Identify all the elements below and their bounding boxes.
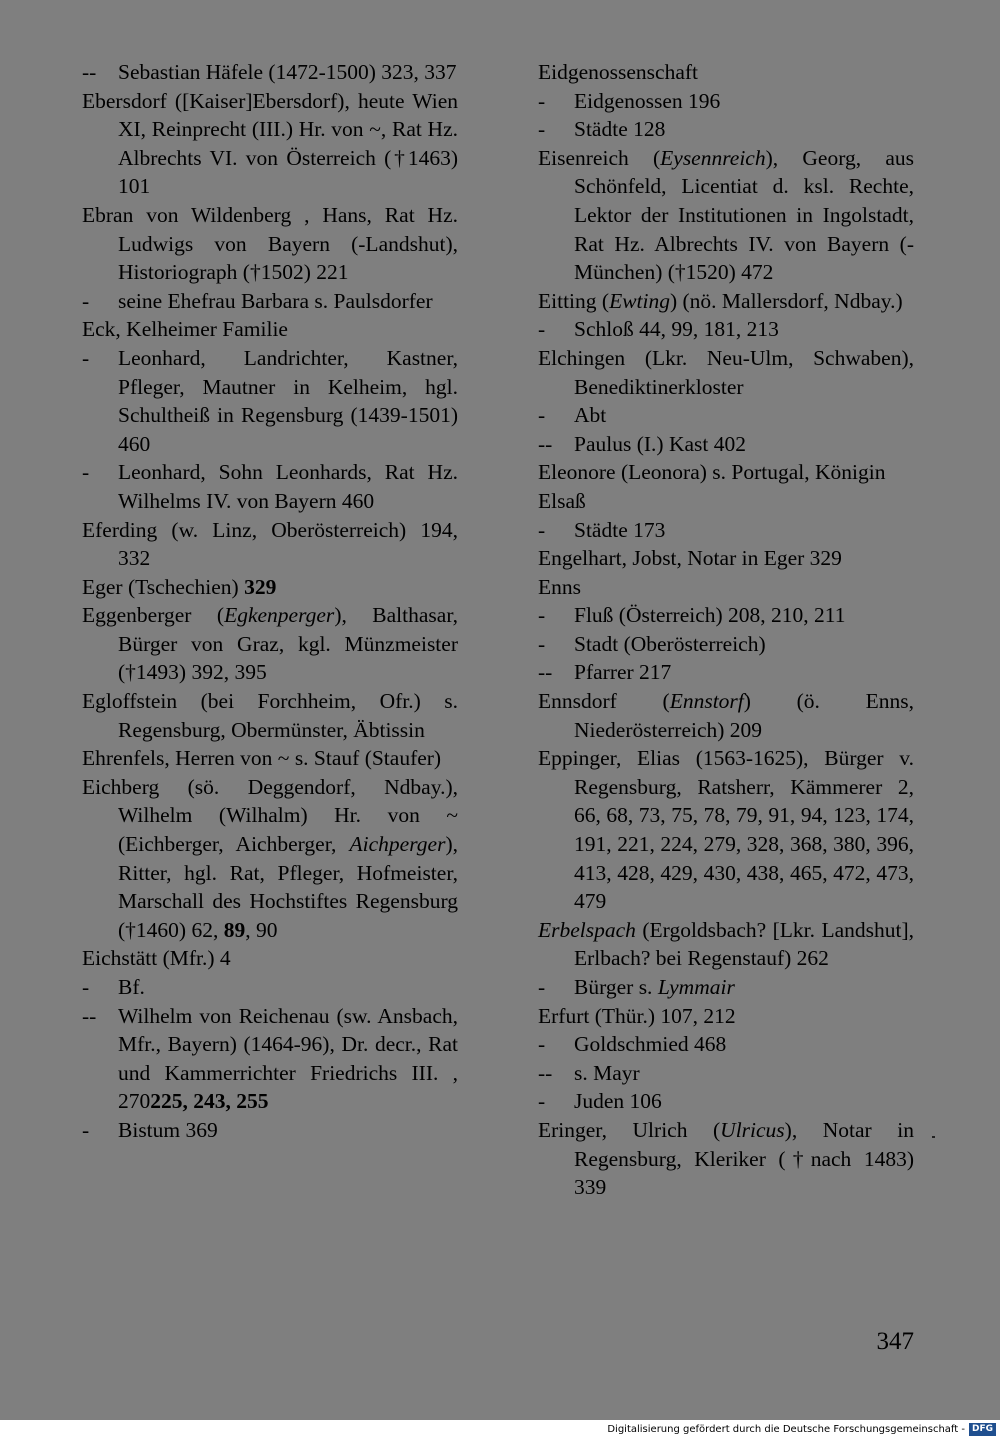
entry-text: Egloffstein (bei Forchheim, Ofr.) s. Regensburg, Obermünster, Äbtissin: [82, 689, 458, 742]
entry-marker: -: [538, 631, 546, 656]
index-subsubentry: [82, 58, 458, 87]
entry-text: ), Ritter, hgl. Rat, Pfleger, Hofmeister, Marschall des Hochstiftes Regensburg (†1460) 62,: [118, 832, 458, 942]
entry-text: Städte 128: [574, 117, 666, 142]
index-subentry: [82, 1116, 458, 1145]
entry-marker: -: [538, 88, 546, 113]
entry-text: s. Mayr: [574, 1060, 640, 1085]
entry-text: Eidgenossen 196: [574, 88, 721, 113]
index-subentry: [82, 287, 458, 316]
entry-italic: Erbelspach: [538, 917, 636, 942]
index-entry: [82, 944, 458, 973]
entry-text: Bürger s.: [574, 975, 658, 999]
entry-marker: -: [538, 1032, 546, 1057]
entry-bold: 225, 243, 255: [150, 1089, 269, 1114]
entry-text: Bistum 369: [118, 1117, 218, 1142]
page-number: 347: [876, 1328, 914, 1355]
entry-marker: -: [82, 345, 90, 370]
entry-marker: -: [538, 975, 546, 999]
entry-text: Sebastian Häfele (1472-1500) 323, 337: [118, 60, 457, 84]
entry-italic: Lymmair: [657, 975, 735, 999]
entry-text: Ennsdorf (: [538, 689, 670, 714]
entry-marker: --: [538, 1060, 553, 1085]
entry-text: ), Balthasar, Bürger von Graz, kgl. Münzmeister (†1493) 392, 395: [118, 603, 458, 685]
entry-marker: -: [82, 975, 90, 999]
entry-text: Eggenberger (: [82, 603, 225, 628]
entry-text: Ehrenfels, Herren von ~ s. Stauf (Staufer): [82, 746, 442, 771]
index-entry: [538, 144, 914, 287]
entry-text: Wilhelm von Reichenau (sw. Ansbach, Mfr., Bayern) (1464-96), Dr. decr., Rat und Kammerrichter Friedrichs III.: [118, 1003, 458, 1085]
entry-text: , 90: [245, 917, 278, 942]
index-entry: [538, 58, 914, 87]
entry-text: Stadt (Oberösterreich): [574, 631, 766, 656]
index-subsubentry: [538, 430, 914, 459]
index-subentry: [538, 315, 914, 344]
index-entry: [538, 1002, 914, 1031]
entry-marker: --: [538, 660, 553, 685]
entry-marker: -: [538, 117, 546, 142]
index-subentry: [538, 115, 914, 144]
entry-text: Ebran von Wildenberg , Hans, Rat Hz. Ludwigs von Bayern (-Landshut), Historiograph (†1502) 221: [82, 202, 458, 285]
index-entry: [82, 744, 458, 773]
index-entry: [538, 544, 914, 573]
index-subentry: [538, 401, 914, 430]
index-entry: [82, 516, 458, 573]
entry-marker: --: [538, 431, 553, 456]
index-entry: [538, 573, 914, 602]
index-entry: [82, 773, 458, 945]
index-entry: [538, 744, 914, 916]
entry-marker: -: [538, 603, 546, 628]
index-subsubentry: [82, 1002, 458, 1116]
index-entry: [82, 315, 458, 344]
entry-marker: -: [538, 517, 546, 542]
index-subentry: [82, 458, 458, 515]
entry-bold: 329: [244, 574, 277, 599]
entry-text: Städte 173: [574, 517, 666, 542]
index-subentry: [538, 601, 914, 630]
entry-text: Eisenreich (: [538, 145, 661, 170]
dfg-logo-icon: DFG: [969, 1423, 996, 1436]
entry-text: ), Georg, aus Schönfeld, Licentiat d. ksl. Rechte, Lektor der Institutionen in Ingolstadt, Rat Hz. Albrechts IV. von Bayern (-München) (†1520) 472: [574, 145, 914, 285]
index-subsubentry: [538, 1059, 914, 1088]
index-entry: [82, 87, 458, 201]
index-entry: [538, 458, 914, 487]
entry-text: Abt: [574, 403, 607, 428]
index-entry: [538, 344, 914, 401]
entry-marker: --: [82, 1003, 97, 1028]
entry-text: Eringer, Ulrich (: [538, 1117, 721, 1142]
entry-text: ) (ö. Enns, Niederösterreich) 209: [574, 689, 914, 742]
index-entry: [538, 487, 914, 516]
index-entry: [82, 687, 458, 744]
entry-italic: Aichperger: [349, 832, 446, 857]
index-subentry: [538, 87, 914, 116]
index-entry: [538, 916, 914, 973]
entry-text: Eck, Kelheimer Familie: [82, 317, 288, 342]
entry-marker: -: [538, 317, 546, 342]
footer-credit-text: Digitalisierung gefördert durch die Deutsche Forschungsgemeinschaft -: [607, 1424, 965, 1435]
index-entry: [82, 601, 458, 687]
index-column-left: [82, 58, 458, 1145]
entry-text: Enns: [538, 574, 581, 599]
index-entry: [82, 573, 458, 602]
entry-text: (Ergoldsbach? [Lkr. Landshut], Erlbach? bei Regenstauf) 262: [574, 917, 914, 971]
index-column-right: [538, 58, 914, 1202]
entry-italic: Ulricus: [720, 1117, 785, 1142]
entry-text: Paulus (I.) Kast 402: [574, 431, 746, 456]
scan-speck: [932, 1136, 935, 1138]
entry-text: ) (nö. Mallersdorf, Ndbay.): [669, 288, 903, 313]
index-subentry: [538, 516, 914, 545]
entry-marker: -: [538, 403, 546, 428]
entry-text: , 270: [118, 1060, 458, 1114]
entry-text: Eppinger, Elias (1563-1625), Bürger v. Regensburg, Ratsherr, Kämmerer 2, 66, 68, 73, 75, 78, 79, 91, 94, 123, 174, 191, 221, 224, 279, 328, 368, 380, 396, 413, 428, 429, 430, 438, 465, 472, 473, 479: [538, 746, 914, 914]
entry-text: ), Notar in Regensburg, Kleriker (†nach 1483) 339: [574, 1117, 914, 1200]
entry-text: Juden 106: [574, 1089, 662, 1114]
entry-italic: Ewting: [609, 288, 670, 313]
index-subentry: [538, 1030, 914, 1059]
index-entry: [82, 201, 458, 287]
entry-marker: -: [82, 1117, 90, 1142]
entry-italic: Egkenperger: [224, 603, 335, 628]
index-entry: [538, 1116, 914, 1202]
entry-text: Elchingen (Lkr. Neu-Ulm, Schwaben), Benediktinerkloster: [538, 345, 914, 399]
entry-text: Engelhart, Jobst, Notar in Eger 329: [538, 546, 842, 571]
entry-text: Elsaß: [538, 488, 586, 513]
entry-marker: --: [82, 60, 97, 84]
index-subentry: [82, 344, 458, 458]
entry-text: Leonhard, Sohn Leonhards, Rat Hz. Wilhelms IV. von Bayern 460: [118, 460, 458, 513]
entry-text: Eger (Tschechien): [82, 574, 245, 599]
entry-italic: Eysennreich: [660, 145, 766, 170]
entry-text: Erfurt (Thür.) 107, 212: [538, 1003, 736, 1028]
entry-text: Eichstätt (Mfr.) 4: [82, 946, 231, 971]
entry-text: Eidgenossenschaft: [538, 60, 699, 84]
entry-text: Eitting (: [538, 288, 610, 313]
index-subentry: [538, 630, 914, 659]
entry-text: Ebersdorf ([Kaiser]Ebersdorf), heute Wien XI, Reinprecht (III.) Hr. von ~, Rat Hz. Albrechts VI. von Österreich (†1463) 101: [82, 88, 458, 199]
entry-text: Schloß 44, 99, 181, 213: [574, 317, 779, 342]
entry-text: Eichberg (sö. Deggendorf, Ndbay.), Wilhelm (Wilhalm) Hr. von ~ (Eichberger, Aichberger,: [82, 774, 458, 857]
entry-text: Eleonore (Leonora) s. Portugal, Königin: [538, 460, 886, 485]
index-subentry: [82, 973, 458, 1002]
entry-marker: -: [82, 288, 90, 313]
entry-text: Fluß (Österreich) 208, 210, 211: [574, 603, 846, 628]
entry-bold: 89: [223, 917, 246, 942]
index-entry: [538, 287, 914, 316]
entry-italic: Ennstorf: [669, 689, 744, 714]
index-subentry: [538, 973, 914, 1002]
index-subentry: [538, 1087, 914, 1116]
entry-text: Goldschmied 468: [574, 1032, 727, 1057]
index-entry: [538, 687, 914, 744]
entry-text: seine Ehefrau Barbara s. Paulsdorfer: [118, 288, 433, 313]
entry-marker: -: [538, 1089, 546, 1114]
entry-text: Pfarrer 217: [574, 660, 672, 685]
entry-text: Eferding (w. Linz, Oberösterreich) 194, 332: [82, 517, 458, 571]
entry-text: Leonhard, Landrichter, Kastner, Pfleger, Mautner in Kelheim, hgl. Schultheiß in Regensburg (1439-1501) 460: [118, 345, 458, 456]
index-subsubentry: [538, 658, 914, 687]
entry-marker: -: [82, 460, 90, 485]
entry-text: Bf.: [118, 975, 145, 999]
digitization-footer: [0, 1420, 1000, 1439]
